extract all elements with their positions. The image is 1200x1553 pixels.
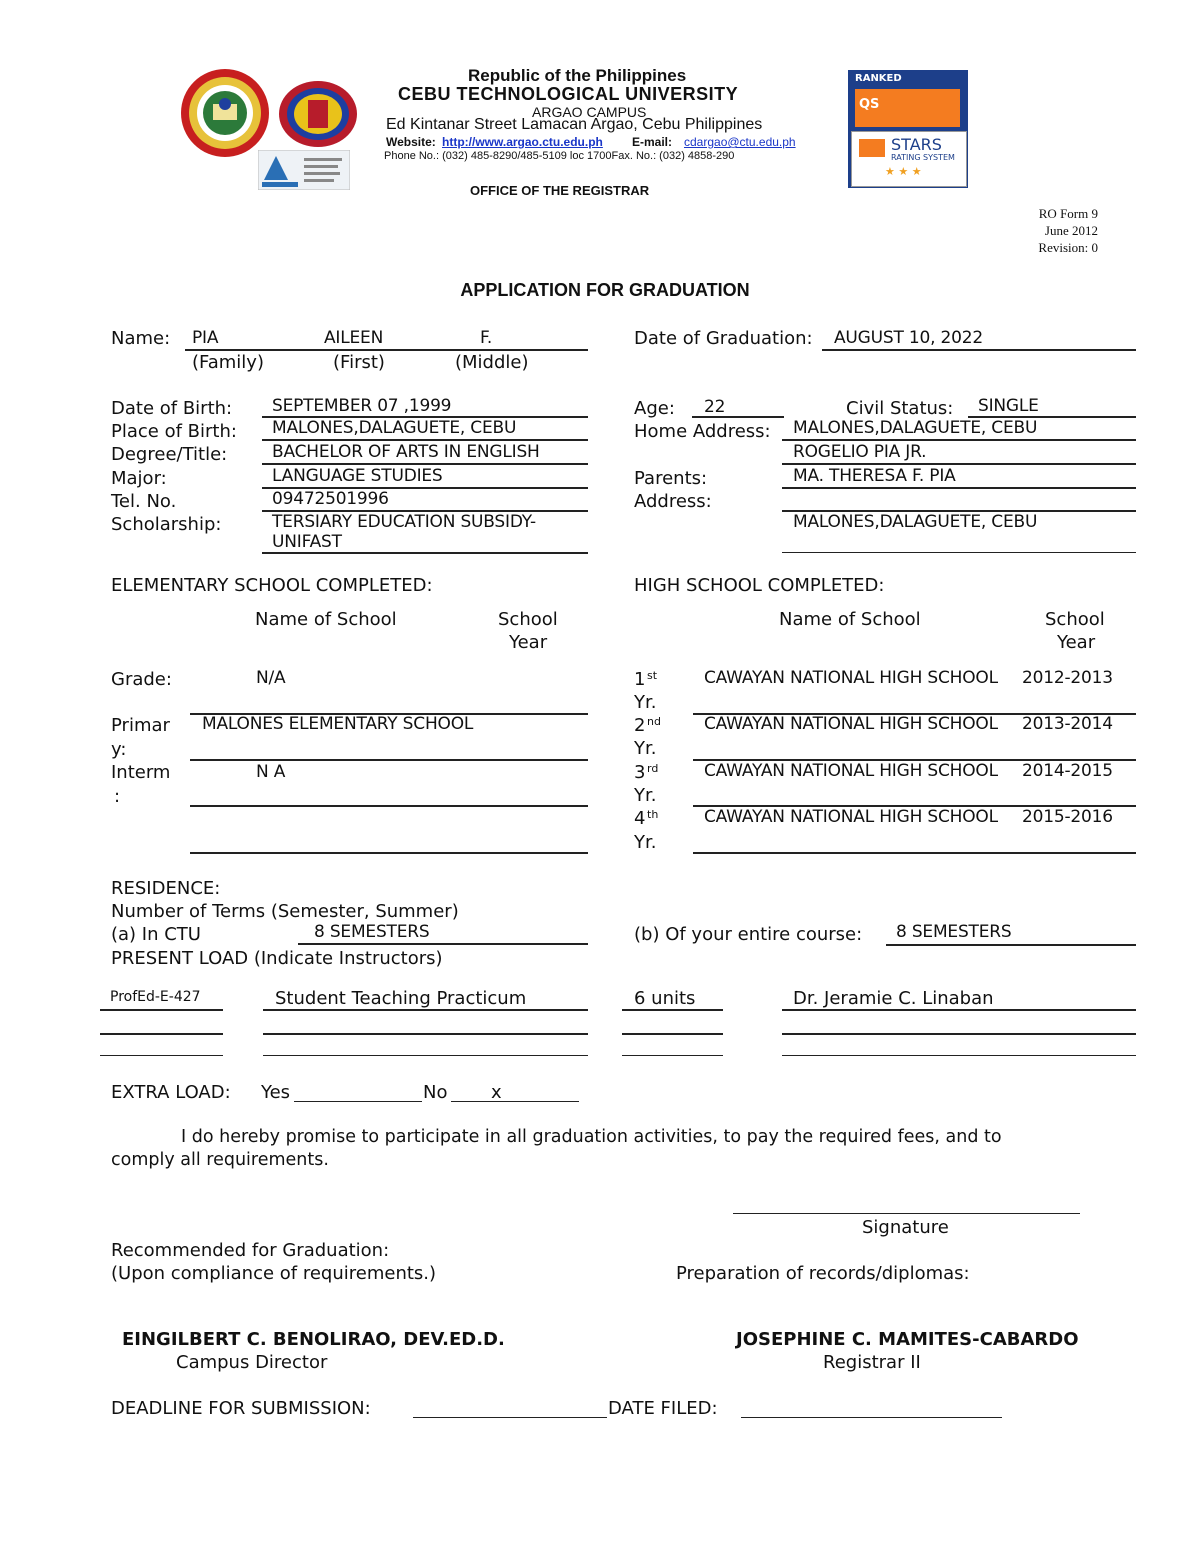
name-label: Name: (111, 328, 171, 349)
director-name: EINGILBERT C. BENOLIRAO, DEV.ED.D. (122, 1329, 505, 1350)
stars-label: STARS (891, 135, 942, 154)
hs-year-abbr: Yr. (634, 832, 657, 853)
registrar-title: Registrar II (823, 1352, 921, 1373)
stars-rating: ★ ★ ★ (885, 165, 922, 178)
elementary-col-year-1: School (498, 609, 558, 630)
home-address-value: MALONES,DALAGUETE, CEBU (793, 418, 1038, 438)
mother-underline (782, 487, 1136, 489)
parents-address-label: Address: (634, 491, 712, 512)
pob-label: Place of Birth: (111, 421, 237, 442)
street-address: Ed Kintanar Street Lamacan Argao, Cebu Philippines (386, 116, 763, 133)
load-units-underline-2 (622, 1033, 723, 1035)
age-label: Age: (634, 398, 675, 419)
ranked-label: RANKED (855, 73, 902, 84)
hs-school-name: CAWAYAN NATIONAL HIGH SCHOOL (704, 807, 998, 827)
hs-year-suffix: rd (647, 762, 659, 775)
hs-school-name: CAWAYAN NATIONAL HIGH SCHOOL (704, 714, 998, 734)
load-course-code: ProfEd-E-427 (110, 989, 201, 1005)
grade-value: N/A (256, 668, 286, 688)
graduation-date-underline (822, 349, 1136, 351)
website-label: Website: (386, 135, 436, 149)
iso-certification-logo (258, 150, 350, 190)
signature-line (733, 1213, 1080, 1214)
campus-name: ARGAO CAMPUS (532, 104, 647, 120)
email-link[interactable]: cdargao@ctu.edu.ph (684, 135, 796, 149)
hs-school-year: 2012-2013 (1022, 668, 1113, 688)
hs-year-abbr: Yr. (634, 785, 657, 806)
elementary-heading: ELEMENTARY SCHOOL COMPLETED: (111, 575, 433, 596)
middle-name-value: F. (480, 328, 493, 348)
graduation-date-label: Date of Graduation: (634, 328, 813, 349)
form-revision: Revision: 0 (1038, 240, 1098, 255)
primary-label-2: y: (111, 739, 127, 760)
high-school-col-year-2: Year (1057, 632, 1096, 653)
email-label: E-mail: (632, 135, 673, 149)
pob-underline (262, 439, 588, 441)
residence-heading: RESIDENCE: (111, 878, 221, 899)
intermediate-underline (190, 805, 588, 807)
tel-value: 09472501996 (272, 489, 389, 509)
load-instructor: Dr. Jeramie C. Linaban (793, 988, 994, 1009)
form-number: RO Form 9 (1038, 206, 1098, 221)
father-underline (782, 463, 1136, 465)
scholarship-value-line1: TERSIARY EDUCATION SUBSIDY- (272, 512, 536, 532)
load-units-underline-1 (622, 1009, 723, 1011)
parents-address-value: MALONES,DALAGUETE, CEBU (793, 512, 1038, 532)
extra-load-yes-label: Yes (261, 1082, 291, 1103)
major-value: LANGUAGE STUDIES (272, 466, 443, 486)
intermediate-label-1: Interm (111, 762, 171, 783)
office-title: OFFICE OF THE REGISTRAR (470, 183, 650, 198)
load-instructor-underline-3 (782, 1055, 1136, 1056)
elementary-col-school: Name of School (255, 609, 397, 630)
load-instructor-underline-2 (782, 1033, 1136, 1035)
hs-year-suffix: th (647, 808, 659, 821)
first-caption: (First) (333, 352, 385, 373)
phone-line: Phone No.: (032) 485-8290/485-5109 loc 1700Fax. No.: (032) 4858-290 (384, 150, 735, 162)
load-code-underline-1 (100, 1009, 223, 1011)
graduation-date-value: AUGUST 10, 2022 (834, 328, 983, 348)
load-code-underline-2 (100, 1033, 223, 1035)
grade-label: Grade: (111, 669, 172, 690)
course-terms-value: 8 SEMESTERS (896, 922, 1012, 942)
scholarship-label: Scholarship: (111, 514, 222, 535)
hs-row-underline (693, 852, 1136, 854)
father-name-value: ROGELIO PIA JR. (793, 442, 927, 462)
extra-load-yes-line (294, 1101, 422, 1102)
pledge-text-line1: I do hereby promise to participate in all graduation activities, to pay the required fees, and to (181, 1127, 1002, 1147)
director-title: Campus Director (176, 1352, 328, 1373)
high-school-col-year-1: School (1045, 609, 1105, 630)
qs-stars-logo (859, 139, 885, 157)
high-school-col-school: Name of School (779, 609, 921, 630)
age-value: 22 (704, 397, 726, 417)
load-units-underline-3 (622, 1055, 723, 1056)
extra-load-no-mark: x (491, 1082, 502, 1103)
course-terms-underline (886, 944, 1136, 946)
extra-load-no-label: No (423, 1082, 448, 1103)
load-subject: Student Teaching Practicum (275, 988, 527, 1009)
terms-label: Number of Terms (Semester, Summer) (111, 901, 459, 922)
present-load-heading: PRESENT LOAD (Indicate Instructors) (111, 948, 443, 969)
date-filed-label: DATE FILED: (608, 1398, 718, 1419)
hs-school-year: 2014-2015 (1022, 761, 1113, 781)
hs-year-suffix: nd (647, 715, 661, 728)
primary-school-value: MALONES ELEMENTARY SCHOOL (202, 714, 474, 734)
intermediate-value: N A (256, 762, 286, 782)
qs-logo-text: QS (859, 97, 880, 112)
qs-ranking-badge (848, 70, 968, 188)
hs-year-abbr: Yr. (634, 738, 657, 759)
stars-subtitle: RATING SYSTEM (891, 153, 955, 162)
extra-load-no-line (451, 1101, 579, 1102)
ctu-terms-value: 8 SEMESTERS (314, 922, 430, 942)
dob-label: Date of Birth: (111, 398, 233, 419)
university-name: CEBU TECHNOLOGICAL UNIVERSITY (398, 84, 739, 104)
compliance-note: (Upon compliance of requirements.) (111, 1263, 437, 1284)
elementary-extra-underline (190, 852, 588, 854)
degree-underline (262, 463, 588, 465)
page-title: APPLICATION FOR GRADUATION (460, 280, 750, 300)
load-code-underline-3 (100, 1055, 223, 1056)
degree-label: Degree/Title: (111, 444, 228, 465)
degree-value: BACHELOR OF ARTS IN ENGLISH (272, 442, 540, 462)
hs-school-name: CAWAYAN NATIONAL HIGH SCHOOL (704, 761, 998, 781)
deadline-line (413, 1417, 607, 1418)
intermediate-label-2: : (114, 786, 121, 807)
hs-year-abbr: Yr. (634, 692, 657, 713)
ctu-terms-label: (a) In CTU (111, 924, 201, 945)
hs-year-number: 4 (634, 808, 646, 829)
ctu-terms-underline (298, 943, 588, 945)
middle-caption: (Middle) (455, 352, 529, 373)
website-link[interactable]: http://www.argao.ctu.edu.ph (442, 135, 603, 149)
name-underline (185, 349, 588, 351)
signature-caption: Signature (862, 1217, 949, 1238)
scholarship-value-line2: UNIFAST (272, 532, 342, 552)
load-subject-underline-3 (263, 1055, 588, 1056)
scholarship-underline (262, 552, 588, 554)
mother-name-value: MA. THERESA F. PIA (793, 466, 956, 486)
load-units: 6 units (634, 988, 696, 1009)
load-instructor-underline-1 (782, 1009, 1136, 1011)
home-address-label: Home Address: (634, 421, 771, 442)
recommended-label: Recommended for Graduation: (111, 1240, 390, 1261)
parents-label: Parents: (634, 468, 708, 489)
form-date: June 2012 (1044, 223, 1098, 238)
preparation-label: Preparation of records/diplomas: (676, 1263, 970, 1284)
hs-year-number: 1 (634, 669, 646, 690)
tel-label: Tel. No. (111, 491, 177, 512)
pledge-text-line2: comply all requirements. (111, 1150, 329, 1170)
ctu-seal-logo (180, 68, 270, 158)
asean-logo (278, 80, 358, 148)
course-terms-label: (b) Of your entire course: (634, 924, 863, 945)
age-underline (692, 416, 784, 418)
load-subject-underline-2 (263, 1033, 588, 1035)
hs-year-suffix: st (647, 669, 658, 682)
hs-school-year: 2015-2016 (1022, 807, 1113, 827)
date-filed-line (741, 1417, 1002, 1418)
deadline-label: DEADLINE FOR SUBMISSION: (111, 1398, 371, 1419)
elementary-col-year-2: Year (509, 632, 548, 653)
primary-underline (190, 759, 588, 761)
form-reference (990, 205, 1098, 256)
parents-address-underline-2 (782, 552, 1136, 553)
pob-value: MALONES,DALAGUETE, CEBU (272, 418, 517, 438)
republic-line: Republic of the Philippines (468, 66, 687, 85)
primary-label-1: Primar (111, 715, 170, 736)
hs-year-number: 2 (634, 715, 646, 736)
civil-status-value: SINGLE (978, 396, 1039, 416)
home-address-underline (782, 439, 1136, 441)
hs-school-name: CAWAYAN NATIONAL HIGH SCHOOL (704, 668, 998, 688)
extra-load-label: EXTRA LOAD: (111, 1082, 231, 1103)
family-caption: (Family) (192, 352, 264, 373)
dob-value: SEPTEMBER 07 ,1999 (272, 396, 452, 416)
major-label: Major: (111, 468, 167, 489)
hs-year-number: 3 (634, 762, 646, 783)
family-name-value: PIA (192, 328, 219, 348)
load-subject-underline-1 (263, 1009, 588, 1011)
registrar-name: JOSEPHINE C. MAMITES-CABARDO (736, 1329, 1079, 1350)
civil-status-label: Civil Status: (846, 398, 954, 419)
hs-school-year: 2013-2014 (1022, 714, 1113, 734)
high-school-heading: HIGH SCHOOL COMPLETED: (634, 575, 885, 596)
first-name-value: AILEEN (324, 328, 384, 348)
